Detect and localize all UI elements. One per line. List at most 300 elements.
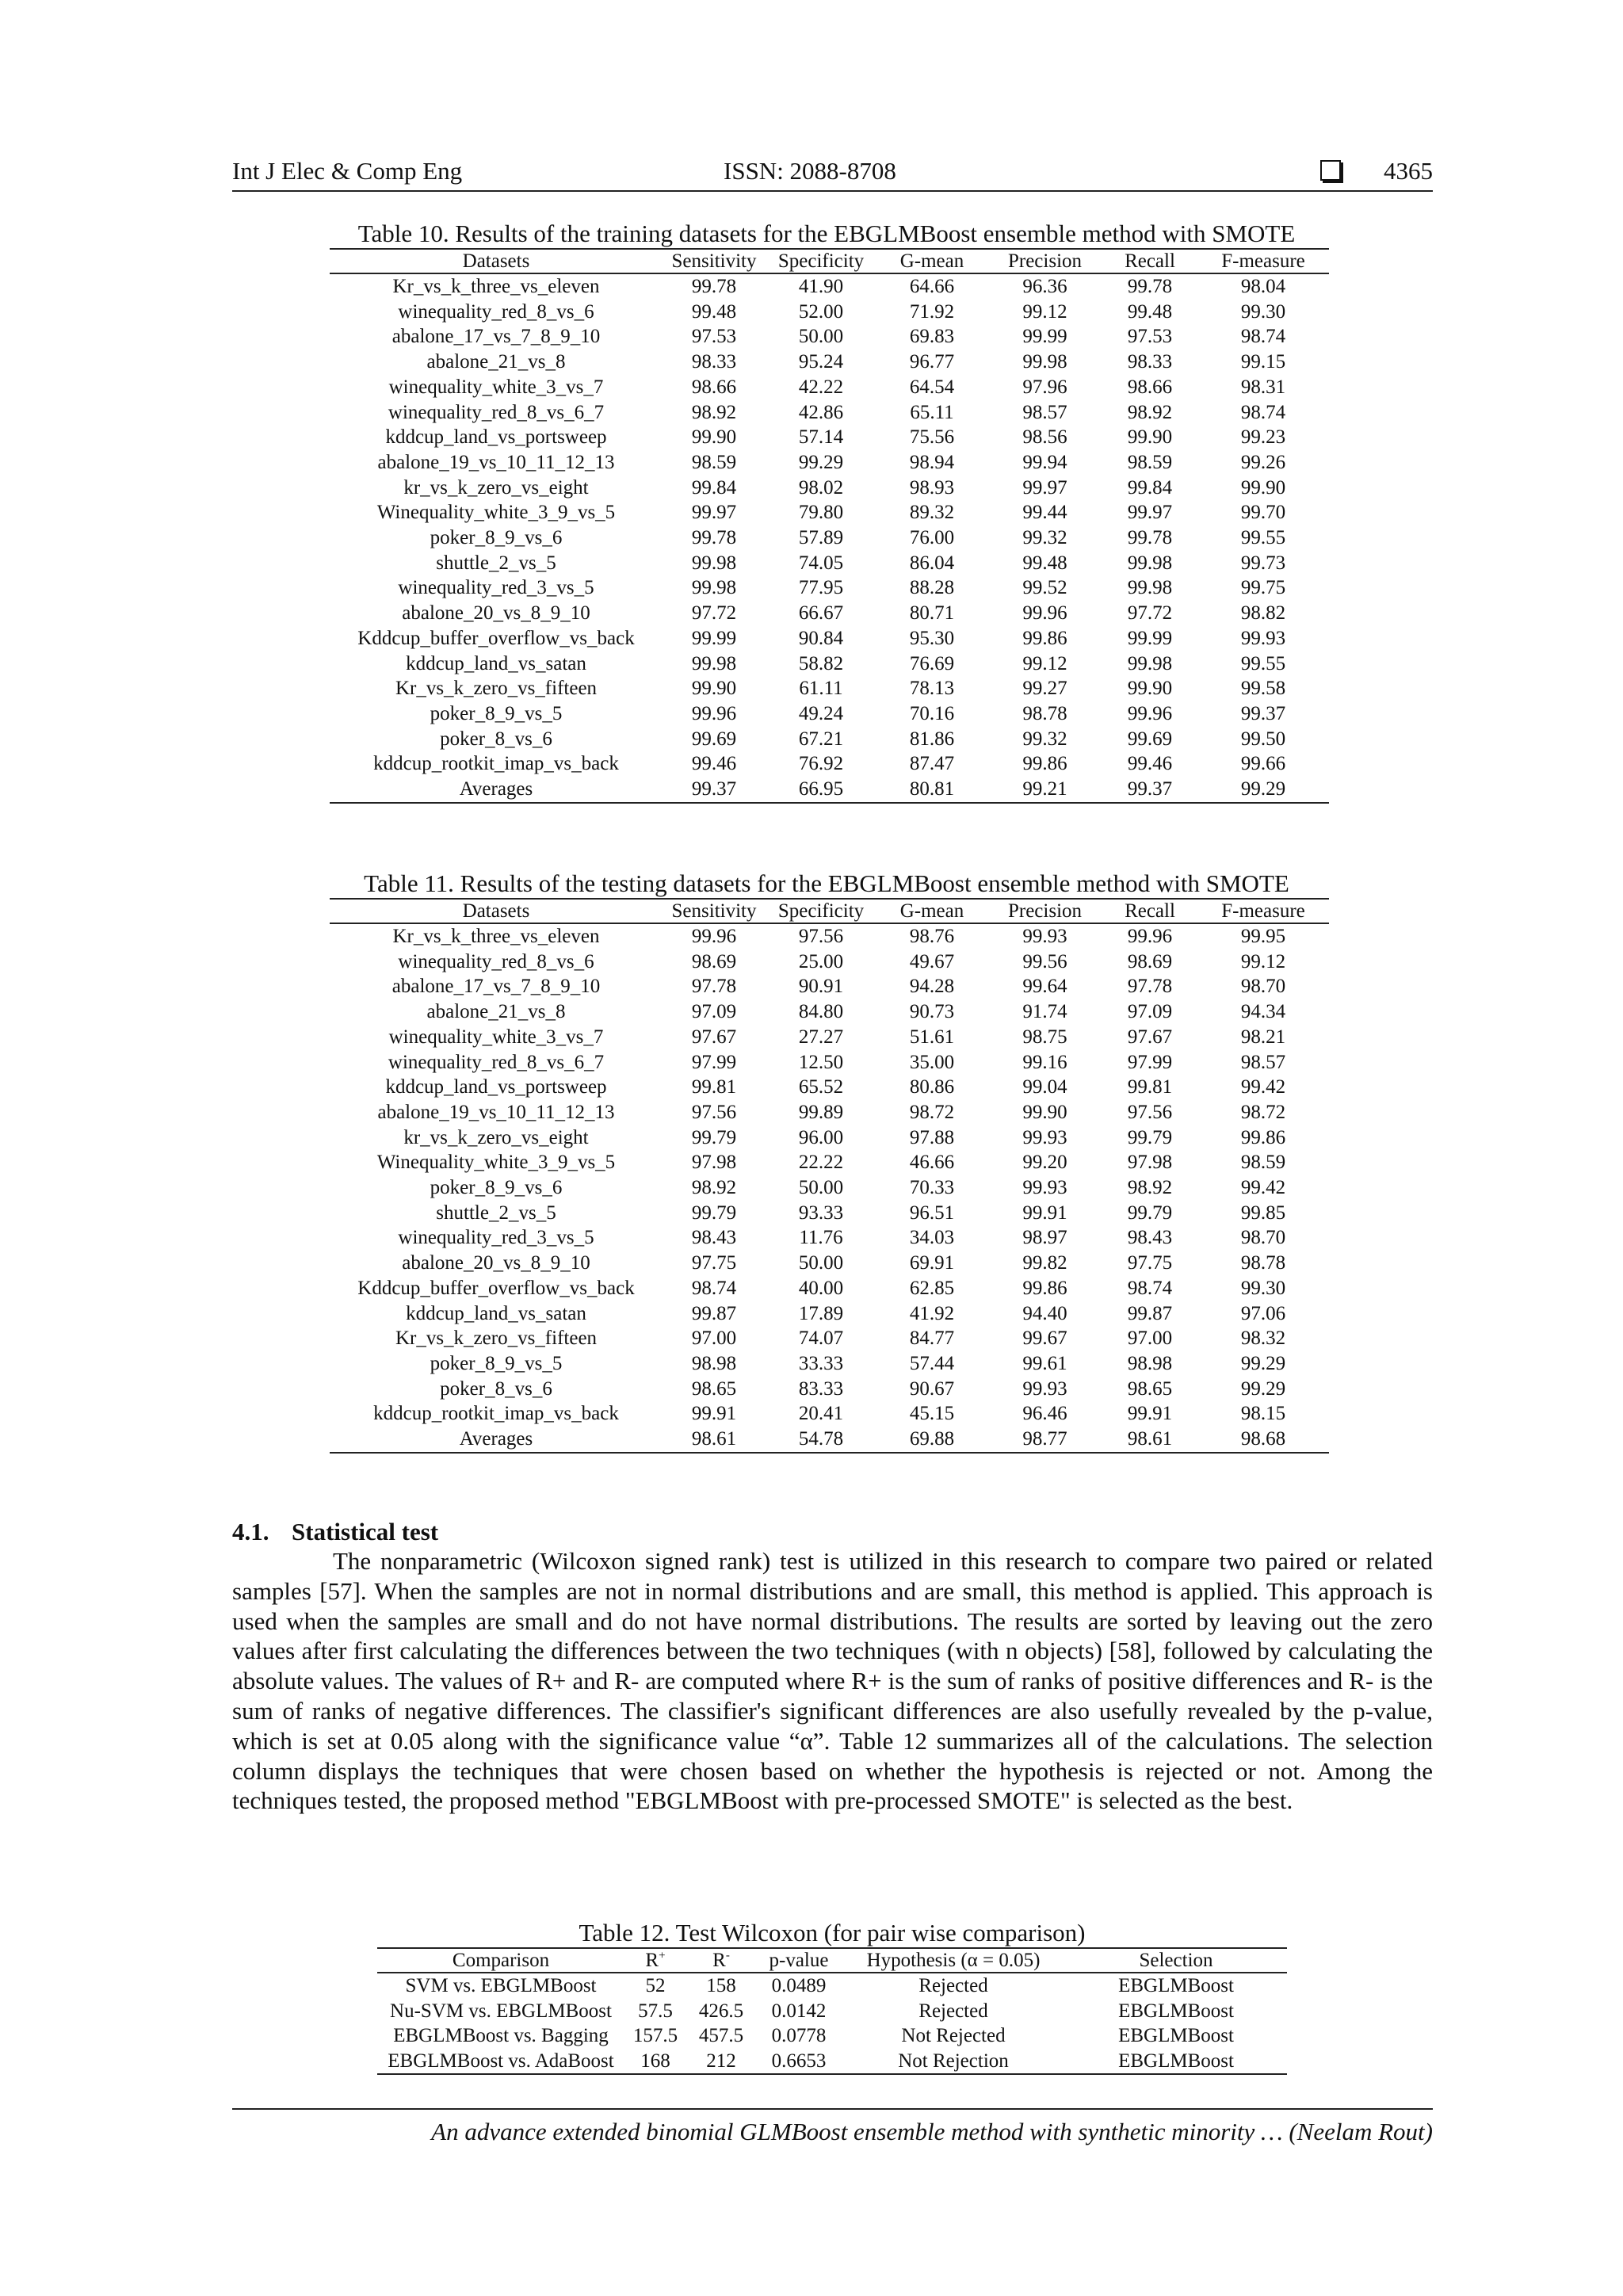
table-cell: 69.88 xyxy=(876,1427,987,1453)
table-cell: 99.98 xyxy=(1127,577,1173,599)
table-row xyxy=(330,1100,1329,1125)
table-cell: 99.96 xyxy=(1127,702,1173,724)
table-cell: 99.78 xyxy=(1127,276,1173,297)
table-cell: Nu-SVM vs. EBGLMBoost xyxy=(390,2000,612,2022)
table-cell: 99.46 xyxy=(1127,753,1173,775)
table-10-body xyxy=(330,273,1329,803)
table-cell: 99.23 xyxy=(1240,426,1286,449)
table-cell: 98.68 xyxy=(1197,1427,1329,1453)
table-cell: 99.94 xyxy=(1022,451,1067,473)
table-cell: 168 xyxy=(624,2049,686,2075)
table-cell: 66.95 xyxy=(766,777,876,803)
table-cell: 99.90 xyxy=(691,426,737,449)
table-cell: 98.98 xyxy=(1127,1352,1173,1374)
table-cell: 98.74 xyxy=(1127,1277,1173,1299)
table-11-caption: Table 11. Results of the testing datasets for the EBGLMBoost ensemble method with SMOTE xyxy=(364,869,1289,897)
table-cell: 99.32 xyxy=(1022,728,1067,750)
table-cell: 99.20 xyxy=(1022,1152,1067,1174)
table-cell: 86.04 xyxy=(909,552,955,574)
table-cell: 98.92 xyxy=(1127,401,1173,423)
table-cell: Winequality_white_3_9_vs_5 xyxy=(376,1152,616,1174)
page-header xyxy=(232,155,1433,192)
column-header: Precision xyxy=(987,899,1102,923)
table-cell: 96.77 xyxy=(909,351,955,373)
column-header: G-mean xyxy=(876,899,987,923)
table-cell: 99.69 xyxy=(1127,728,1173,750)
table-cell: 90.84 xyxy=(798,627,844,649)
table-cell: 70.33 xyxy=(909,1177,955,1199)
table-cell: 80.71 xyxy=(909,602,955,625)
table-cell: 66.67 xyxy=(798,602,844,625)
table-cell: 98.92 xyxy=(1127,1177,1173,1199)
page-footer xyxy=(232,2108,1433,2146)
table-12-header-row xyxy=(377,1948,1287,1973)
column-header: Datasets xyxy=(330,249,663,273)
table-cell: 99.87 xyxy=(691,1302,737,1324)
table-cell: winequality_red_8_vs_6_7 xyxy=(388,401,605,423)
table-cell: winequality_white_3_vs_7 xyxy=(388,1026,604,1048)
table-row xyxy=(377,1973,1287,1999)
table-cell: 88.28 xyxy=(909,577,955,599)
page-number: 4365 xyxy=(1384,157,1433,185)
table-cell: shuttle_2_vs_5 xyxy=(436,1201,556,1224)
table-cell: 99.84 xyxy=(691,476,737,499)
table-12-grid xyxy=(377,1947,1287,2075)
running-title: An advance extended binomial GLMBoost ensemble method with synthetic minority … (Neelam Rout) xyxy=(431,2118,1433,2145)
column-header: G-mean xyxy=(876,249,987,273)
table-cell: 98.15 xyxy=(1240,1403,1286,1425)
table-cell: 94.40 xyxy=(1022,1302,1067,1324)
table-cell: 84.77 xyxy=(909,1328,955,1350)
column-header: Specificity xyxy=(766,899,876,923)
table-cell: 98.72 xyxy=(1240,1101,1286,1123)
table-cell: EBGLMBoost vs. AdaBoost xyxy=(377,2049,624,2075)
table-cell: 17.89 xyxy=(798,1302,844,1324)
table-cell: 99.67 xyxy=(1022,1328,1067,1350)
table-cell: 83.33 xyxy=(798,1377,844,1400)
table-cell: 97.56 xyxy=(691,1101,737,1123)
table-cell: 98.77 xyxy=(987,1427,1102,1453)
table-row xyxy=(330,1326,1329,1351)
table-cell: 52 xyxy=(645,1975,666,1996)
table-cell: 99.96 xyxy=(1127,926,1173,947)
table-cell: poker_8_vs_6 xyxy=(440,1377,552,1400)
table-cell: winequality_red_3_vs_5 xyxy=(398,577,594,599)
table-10-grid xyxy=(330,248,1329,804)
table-cell: 97.99 xyxy=(691,1051,737,1073)
table-row xyxy=(330,1401,1329,1427)
table-cell: 99.91 xyxy=(1022,1201,1067,1224)
table-cell: 99.27 xyxy=(1022,678,1067,700)
table-cell: EBGLMBoost vs. Bagging xyxy=(393,2025,609,2046)
table-cell: 98.69 xyxy=(1127,950,1173,972)
table-row xyxy=(377,1999,1287,2024)
table-row xyxy=(330,324,1329,350)
table-cell: 0.0142 xyxy=(771,2000,827,2022)
table-cell: 99.79 xyxy=(691,1201,737,1224)
table-cell: Not Rejected xyxy=(901,2025,1006,2046)
table-cell: 99.42 xyxy=(1240,1076,1286,1098)
table-cell: 99.90 xyxy=(1127,678,1173,700)
table-cell: 99.46 xyxy=(691,753,737,775)
table-cell: 84.80 xyxy=(798,1001,844,1023)
table-cell: 98.33 xyxy=(691,351,737,373)
section-title: Statistical test xyxy=(292,1518,439,1545)
table-cell: 99.86 xyxy=(1022,1277,1067,1299)
table-cell: 69.83 xyxy=(909,326,955,348)
table-row xyxy=(330,1301,1329,1327)
table-row xyxy=(330,476,1329,501)
section-statistical-test xyxy=(232,1517,1433,1816)
table-cell: kddcup_rootkit_imap_vs_back xyxy=(373,1403,619,1425)
table-cell: 97.06 xyxy=(1240,1302,1286,1324)
table-cell: 50.00 xyxy=(798,326,844,348)
table-cell: 98.56 xyxy=(1022,426,1067,449)
section-heading xyxy=(232,1517,1433,1546)
table-cell: 99.79 xyxy=(1127,1201,1173,1224)
table-cell: 98.94 xyxy=(909,451,955,473)
table-cell: Rejected xyxy=(918,1975,988,1996)
table-cell: 99.82 xyxy=(1022,1252,1067,1274)
table-cell: 99.29 xyxy=(1240,1352,1286,1374)
table-cell: 50.00 xyxy=(798,1252,844,1274)
table-cell: Kr_vs_k_three_vs_eleven xyxy=(392,276,600,297)
table-cell: 98.82 xyxy=(1240,602,1286,625)
table-cell: 99.99 xyxy=(691,627,737,649)
table-cell: 99.95 xyxy=(1240,926,1286,947)
table-cell: 97.72 xyxy=(1127,602,1173,625)
table-cell: 98.70 xyxy=(1240,976,1286,998)
table-cell: winequality_red_8_vs_6 xyxy=(398,300,594,323)
table-cell: 11.76 xyxy=(799,1227,843,1249)
table-cell: 99.66 xyxy=(1240,753,1286,775)
table-cell: 99.69 xyxy=(691,728,737,750)
table-cell: winequality_red_8_vs_6_7 xyxy=(388,1051,605,1073)
table-cell: 99.97 xyxy=(691,502,737,524)
table-cell: 80.86 xyxy=(909,1076,955,1098)
table-cell: 99.93 xyxy=(1022,1177,1067,1199)
table-cell: 57.44 xyxy=(909,1352,955,1374)
table-cell: 20.41 xyxy=(798,1403,844,1425)
table-cell: Winequality_white_3_9_vs_5 xyxy=(376,502,616,524)
table-cell: 99.32 xyxy=(1022,527,1067,549)
table-cell: 98.32 xyxy=(1240,1328,1286,1350)
table-cell: 98.78 xyxy=(1240,1252,1286,1274)
table-cell: 97.78 xyxy=(1127,976,1173,998)
table-cell: 98.02 xyxy=(798,476,844,499)
table-row xyxy=(330,1050,1329,1075)
table-cell: 99.44 xyxy=(1022,502,1067,524)
column-header: Recall xyxy=(1102,249,1197,273)
table-cell: 34.03 xyxy=(909,1227,955,1249)
table-cell: 97.98 xyxy=(691,1152,737,1174)
table-cell: 87.47 xyxy=(909,753,955,775)
table-cell: 95.24 xyxy=(798,351,844,373)
column-header-selection: Selection xyxy=(1065,1948,1287,1973)
table-12-caption: Table 12. Test Wilcoxon (for pair wise comparison) xyxy=(579,1919,1086,1946)
table-cell: 97.78 xyxy=(691,976,737,998)
table-cell: 99.84 xyxy=(1127,476,1173,499)
table-cell: 98.33 xyxy=(1127,351,1173,373)
table-row xyxy=(330,1150,1329,1175)
table-row xyxy=(330,601,1329,626)
table-cell: 98.21 xyxy=(1240,1026,1286,1048)
table-cell: 76.00 xyxy=(909,527,955,549)
table-cell: 57.5 xyxy=(638,2000,673,2022)
journal-name: Int J Elec & Comp Eng xyxy=(232,157,463,185)
table-cell: 99.75 xyxy=(1240,577,1286,599)
table-cell: 98.66 xyxy=(691,376,737,398)
table-cell: poker_8_9_vs_5 xyxy=(430,702,563,724)
table-cell: 99.21 xyxy=(987,777,1102,803)
table-cell: 69.91 xyxy=(909,1252,955,1274)
table-cell: 99.48 xyxy=(1127,300,1173,323)
table-cell: 99.15 xyxy=(1240,351,1286,373)
table-cell: 49.67 xyxy=(909,950,955,972)
table-cell: abalone_19_vs_10_11_12_13 xyxy=(377,451,615,473)
table-cell: 25.00 xyxy=(798,950,844,972)
table-row xyxy=(330,1075,1329,1100)
table-cell: 93.33 xyxy=(798,1201,844,1224)
table-cell: SVM vs. EBGLMBoost xyxy=(405,1975,597,1996)
table-cell: abalone_20_vs_8_9_10 xyxy=(402,1252,590,1274)
table-row xyxy=(330,551,1329,576)
table-cell: 99.55 xyxy=(1240,527,1286,549)
table-cell: 90.73 xyxy=(909,1001,955,1023)
table-cell: 99.78 xyxy=(1127,527,1173,549)
table-cell: 78.13 xyxy=(909,678,955,700)
table-cell: 52.00 xyxy=(798,300,844,323)
table-row xyxy=(330,751,1329,777)
table-cell: 0.0778 xyxy=(771,2025,827,2046)
table-cell: 99.61 xyxy=(1022,1352,1067,1374)
table-cell: 96.51 xyxy=(909,1201,955,1224)
table-cell: 157.5 xyxy=(632,2025,678,2046)
column-header-hypothesis: Hypothesis (α = 0.05) xyxy=(842,1948,1065,1973)
table-cell: Kddcup_buffer_overflow_vs_back xyxy=(357,1277,635,1299)
table-cell: 42.86 xyxy=(798,401,844,423)
table-cell: 99.30 xyxy=(1240,300,1286,323)
table-cell: 99.98 xyxy=(1022,351,1067,373)
column-header-p-value: p-value xyxy=(756,1948,842,1973)
table-cell: 99.37 xyxy=(1102,777,1197,803)
table-cell: Averages xyxy=(330,1427,663,1453)
table-cell: 99.86 xyxy=(1022,627,1067,649)
table-cell: 97.53 xyxy=(1127,326,1173,348)
table-cell: winequality_white_3_vs_7 xyxy=(388,376,604,398)
table-cell: 70.16 xyxy=(909,702,955,724)
table-cell: 77.95 xyxy=(798,577,844,599)
table-cell: 99.86 xyxy=(1240,1126,1286,1148)
table-row xyxy=(330,676,1329,701)
table-11 xyxy=(311,869,1342,1454)
table-cell: poker_8_9_vs_5 xyxy=(430,1352,563,1374)
table-cell: 51.61 xyxy=(909,1026,955,1048)
table-cell: 91.74 xyxy=(1022,1001,1067,1023)
table-cell: 98.61 xyxy=(1102,1427,1197,1453)
table-row xyxy=(330,375,1329,400)
table-cell: 98.98 xyxy=(691,1352,737,1374)
table-cell: 79.80 xyxy=(798,502,844,524)
table-cell: 97.98 xyxy=(1127,1152,1173,1174)
table-cell: 0.0489 xyxy=(771,1975,827,1996)
table-cell: kr_vs_k_zero_vs_eight xyxy=(403,476,589,499)
table-cell: 99.98 xyxy=(1127,552,1173,574)
table-cell: 49.24 xyxy=(798,702,844,724)
table-cell: 99.90 xyxy=(1127,426,1173,449)
table-cell: 99.93 xyxy=(1240,627,1286,649)
table-cell: 99.81 xyxy=(691,1076,737,1098)
table-cell: 98.31 xyxy=(1240,376,1286,398)
table-row xyxy=(330,923,1329,949)
table-row xyxy=(330,1225,1329,1251)
table-cell: 98.93 xyxy=(909,476,955,499)
table-cell: 99.79 xyxy=(1127,1126,1173,1148)
table-cell: 64.54 xyxy=(909,376,955,398)
table-cell: EBGLMBoost xyxy=(1118,2000,1234,2022)
table-cell: 99.98 xyxy=(691,552,737,574)
table-cell: 99.29 xyxy=(1197,777,1329,803)
table-cell: 99.30 xyxy=(1240,1277,1286,1299)
table-cell: 99.91 xyxy=(691,1403,737,1425)
table-cell: 65.11 xyxy=(910,401,954,423)
table-cell: 67.21 xyxy=(798,728,844,750)
table-cell: poker_8_vs_6 xyxy=(440,728,552,750)
table-cell: 99.93 xyxy=(1022,1377,1067,1400)
table-cell: abalone_21_vs_8 xyxy=(426,1001,566,1023)
table-cell: 99.90 xyxy=(1240,476,1286,499)
table-row xyxy=(330,1251,1329,1276)
table-cell: 98.65 xyxy=(691,1377,737,1400)
table-row xyxy=(377,2049,1287,2075)
table-cell: 61.11 xyxy=(799,678,843,700)
table-cell: 22.22 xyxy=(798,1152,844,1174)
table-cell: 27.27 xyxy=(798,1026,844,1048)
table-row xyxy=(330,626,1329,651)
table-row xyxy=(377,2023,1287,2049)
table-cell: 98.57 xyxy=(1022,401,1067,423)
table-cell: 74.05 xyxy=(798,552,844,574)
table-cell: 99.26 xyxy=(1240,451,1286,473)
table-cell: 98.43 xyxy=(691,1227,737,1249)
section-number: 4.1. xyxy=(232,1518,269,1545)
table-cell: 76.69 xyxy=(909,652,955,674)
table-cell: 99.90 xyxy=(691,678,737,700)
issn: ISSN: 2088-8708 xyxy=(724,157,896,185)
table-row xyxy=(330,999,1329,1025)
table-cell: kddcup_land_vs_satan xyxy=(406,652,586,674)
table-cell: 45.15 xyxy=(909,1403,955,1425)
table-cell: Kr_vs_k_zero_vs_fifteen xyxy=(395,678,598,700)
table-cell: EBGLMBoost xyxy=(1118,1975,1234,1996)
table-cell: 41.92 xyxy=(909,1302,955,1324)
table-cell: 99.37 xyxy=(1240,702,1286,724)
table-cell: 212 xyxy=(686,2049,756,2075)
table-cell: 75.56 xyxy=(909,426,955,449)
table-cell: 97.00 xyxy=(1127,1328,1173,1350)
column-header-r-minus: R- xyxy=(686,1948,756,1973)
table-cell: 99.99 xyxy=(1022,326,1067,348)
table-row xyxy=(330,1427,1329,1453)
column-header: Recall xyxy=(1102,899,1197,923)
table-cell: Kr_vs_k_three_vs_eleven xyxy=(392,926,600,947)
table-cell: Not Rejection xyxy=(842,2049,1065,2075)
table-cell: 98.92 xyxy=(691,1177,737,1199)
table-cell: kddcup_land_vs_satan xyxy=(406,1302,586,1324)
table-cell: 98.74 xyxy=(1240,326,1286,348)
table-cell: 99.64 xyxy=(1022,976,1067,998)
table-cell: 12.50 xyxy=(798,1051,844,1073)
table-cell: 95.30 xyxy=(909,627,955,649)
table-row xyxy=(330,1175,1329,1201)
table-11-header-row xyxy=(330,899,1329,923)
table-cell: 99.12 xyxy=(1240,950,1286,972)
table-cell: 65.52 xyxy=(798,1076,844,1098)
table-row xyxy=(330,949,1329,975)
table-cell: 97.53 xyxy=(691,326,737,348)
table-cell: 96.36 xyxy=(1022,276,1067,297)
table-cell: 54.78 xyxy=(766,1427,876,1453)
table-cell: 99.93 xyxy=(1022,926,1067,947)
table-cell: kddcup_rootkit_imap_vs_back xyxy=(373,753,619,775)
table-cell: 57.14 xyxy=(798,426,844,449)
table-cell: 99.52 xyxy=(1022,577,1067,599)
square-icon xyxy=(1320,160,1341,181)
table-cell: 94.28 xyxy=(909,976,955,998)
table-cell: 99.79 xyxy=(691,1126,737,1148)
table-cell: 98.59 xyxy=(1240,1152,1286,1174)
table-cell: 97.56 xyxy=(1127,1101,1173,1123)
table-row xyxy=(330,450,1329,476)
table-cell: 80.81 xyxy=(876,777,987,803)
table-cell: 97.96 xyxy=(1022,376,1067,398)
table-cell: 97.99 xyxy=(1127,1051,1173,1073)
column-header: Datasets xyxy=(330,899,663,923)
table-cell: 98.69 xyxy=(691,950,737,972)
table-cell: Kddcup_buffer_overflow_vs_back xyxy=(357,627,635,649)
table-cell: 99.29 xyxy=(798,451,844,473)
table-cell: EBGLMBoost xyxy=(1118,2025,1234,2046)
table-cell: 98.04 xyxy=(1240,276,1286,297)
table-cell: 99.56 xyxy=(1022,950,1067,972)
table-cell: 98.76 xyxy=(909,926,955,947)
table-row xyxy=(330,575,1329,601)
table-row xyxy=(330,400,1329,426)
column-header: Sensitivity xyxy=(663,899,766,923)
column-header: Precision xyxy=(987,249,1102,273)
table-row xyxy=(330,727,1329,752)
table-cell: 98.97 xyxy=(1022,1227,1067,1249)
table-12 xyxy=(377,1919,1287,2075)
table-cell: 98.65 xyxy=(1127,1377,1173,1400)
table-cell: 97.00 xyxy=(691,1328,737,1350)
table-cell: 99.96 xyxy=(691,702,737,724)
table-cell: 99.78 xyxy=(691,276,737,297)
table-cell: 97.56 xyxy=(798,926,844,947)
table-cell: 76.92 xyxy=(798,753,844,775)
table-cell: 98.92 xyxy=(691,401,737,423)
table-cell: 99.29 xyxy=(1240,1377,1286,1400)
table-row xyxy=(330,701,1329,727)
table-cell: 97.72 xyxy=(691,602,737,625)
table-cell: 98.70 xyxy=(1240,1227,1286,1249)
table-cell: 58.82 xyxy=(798,652,844,674)
table-cell: 97.67 xyxy=(1127,1026,1173,1048)
table-cell: 426.5 xyxy=(698,2000,744,2022)
table-cell: 35.00 xyxy=(909,1051,955,1073)
table-cell: winequality_red_8_vs_6 xyxy=(398,950,594,972)
table-cell: 98.75 xyxy=(1022,1026,1067,1048)
